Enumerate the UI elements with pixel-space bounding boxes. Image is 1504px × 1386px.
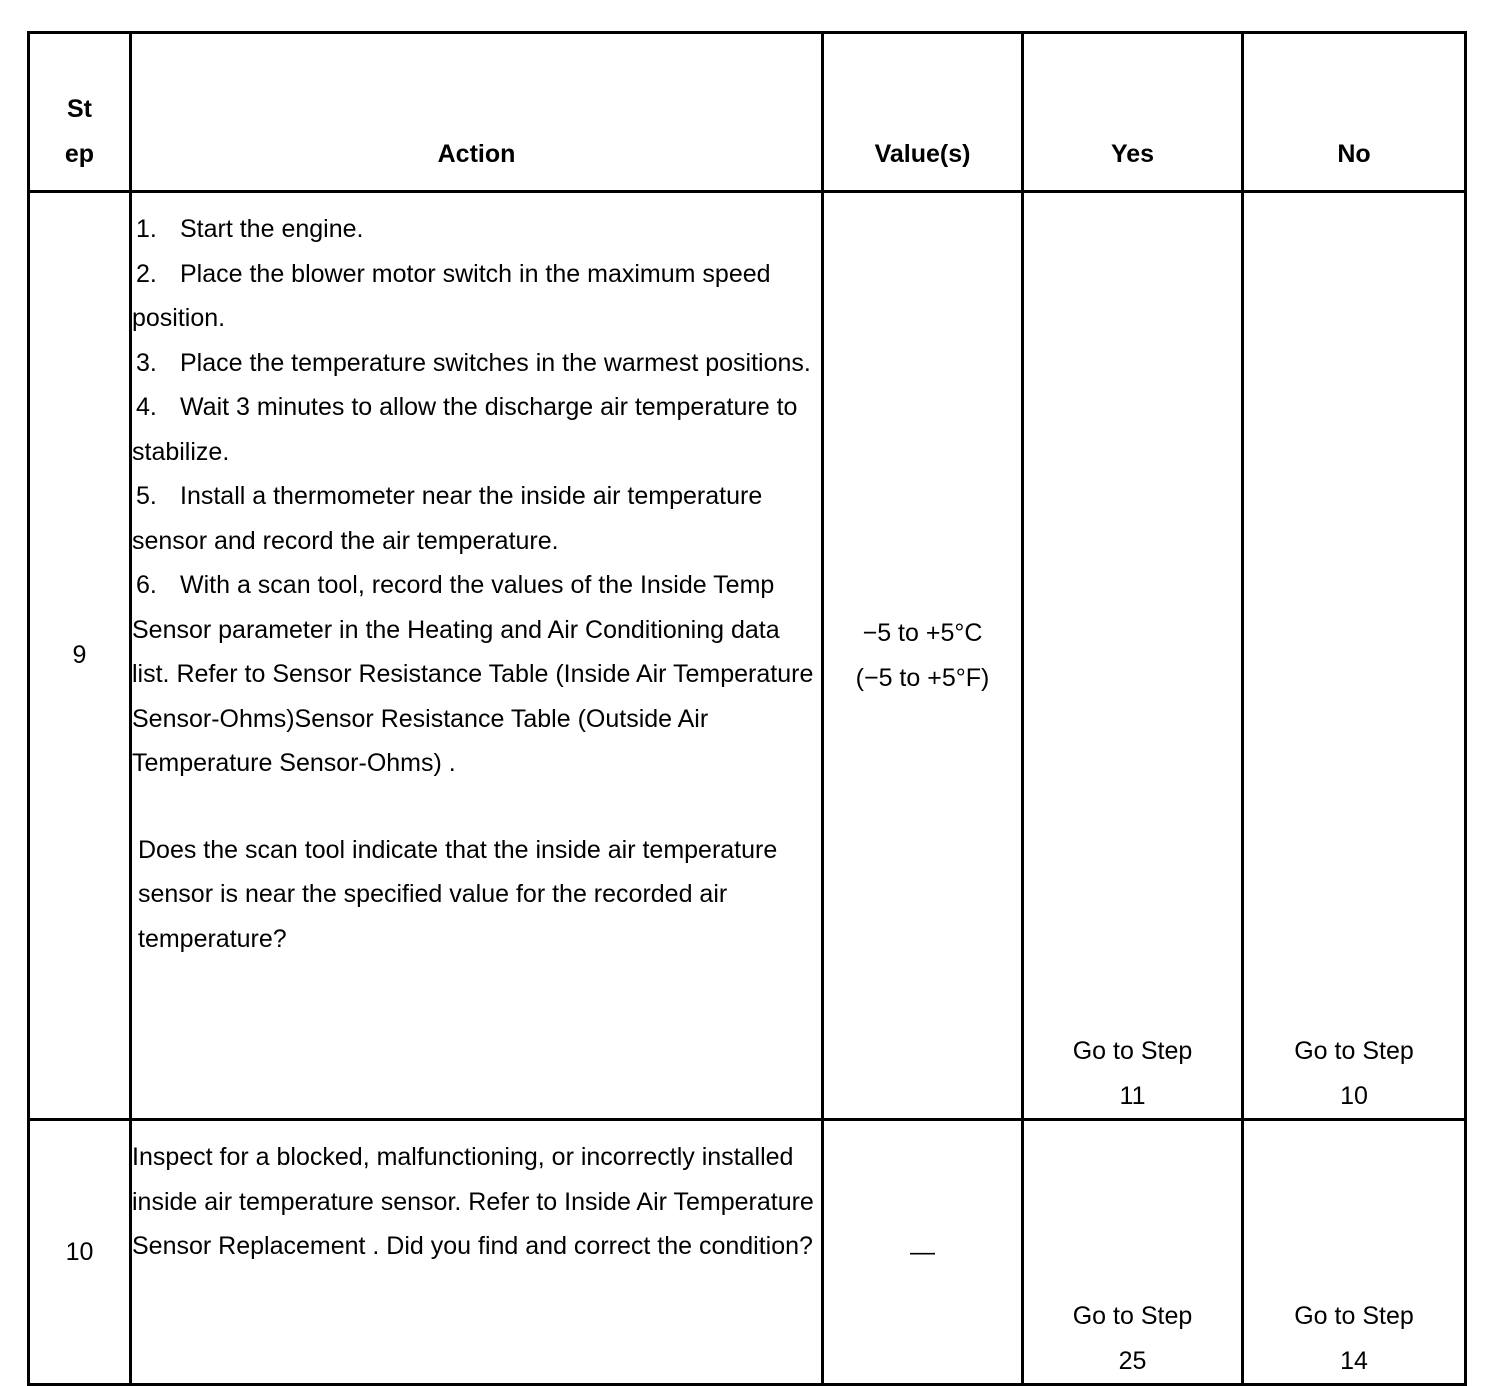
no-cell [1243,192,1466,1120]
table-row-step-9 [29,192,1466,1120]
action-item-text: Start the engine. [180,215,364,243]
action-item [132,385,821,474]
table-row-step-10 [29,1120,1466,1385]
value-celsius: −5 to +5°C [862,619,983,647]
action-item-text: Place the temperature switches in the warmest positions. [180,348,811,377]
action-item [132,207,821,252]
no-goto-step: 10 [1340,1081,1368,1110]
step-number: 9 [29,192,131,1120]
yes-cell [1023,192,1243,1120]
header-no: No [1243,33,1466,192]
no-goto-label: Go to Step [1294,1302,1414,1330]
diagnostic-table [27,31,1467,1386]
value-fahrenheit: (−5 to +5°F) [855,663,990,692]
no-goto-label: Go to Step [1294,1037,1414,1065]
action-item [132,252,821,341]
action-question: Does the scan tool indicate that the inside air temperature sensor is near the specified value for the recorded air temperature? [138,835,778,953]
action-item-number: 6. [136,571,157,599]
value-cell [823,192,1023,1120]
action-item-text: With a scan tool, record the values of the Inside Temp Sensor parameter in the Heating and Air Conditioning data list. Refer to Sensor Resistance Table (Inside Air Temperature Sensor-Ohms)Sensor Resistance Table (Outside Air Temperature Sensor-Ohms) . [132,571,814,777]
header-values: Value(s) [823,33,1023,192]
header-row [29,33,1466,192]
action-item-text: Install a thermometer near the inside air temperature sensor and record the air temperature. [132,482,763,555]
header-action: Action [131,33,823,192]
action-item [132,474,821,563]
action-item-text: Place the blower motor switch in the maximum speed position. [132,259,771,332]
step-number: 10 [29,1120,131,1385]
action-item-number: 5. [136,482,157,510]
yes-goto-step: 25 [1118,1346,1147,1375]
no-goto-step: 14 [1340,1346,1368,1375]
header-yes: Yes [1023,33,1243,192]
action-item-number: 2. [136,259,157,288]
action-item [132,341,821,386]
action-item-number: 1. [136,215,157,243]
yes-goto-label: Go to Step [1072,1302,1193,1330]
no-cell [1243,1120,1466,1385]
action-item [132,563,821,786]
yes-cell [1023,1120,1243,1385]
header-step-line1: St [67,95,92,123]
action-item-text: Wait 3 minutes to allow the discharge air temperature to stabilize. [132,393,798,466]
action-cell [131,192,823,1120]
yes-goto-step: 11 [1119,1081,1146,1110]
action-item-number: 3. [136,348,157,377]
header-step-line2: ep [64,139,95,168]
yes-goto-label: Go to Step [1072,1037,1193,1065]
action-item-number: 4. [136,393,157,421]
header-step [29,33,131,192]
action-cell: Inspect for a blocked, malfunctioning, or incorrectly installed inside air temperature sensor. Refer to Inside Air Temperature Sensor Replacement . Did you find and correct the condition? [131,1120,823,1385]
value-cell: — [823,1120,1023,1385]
